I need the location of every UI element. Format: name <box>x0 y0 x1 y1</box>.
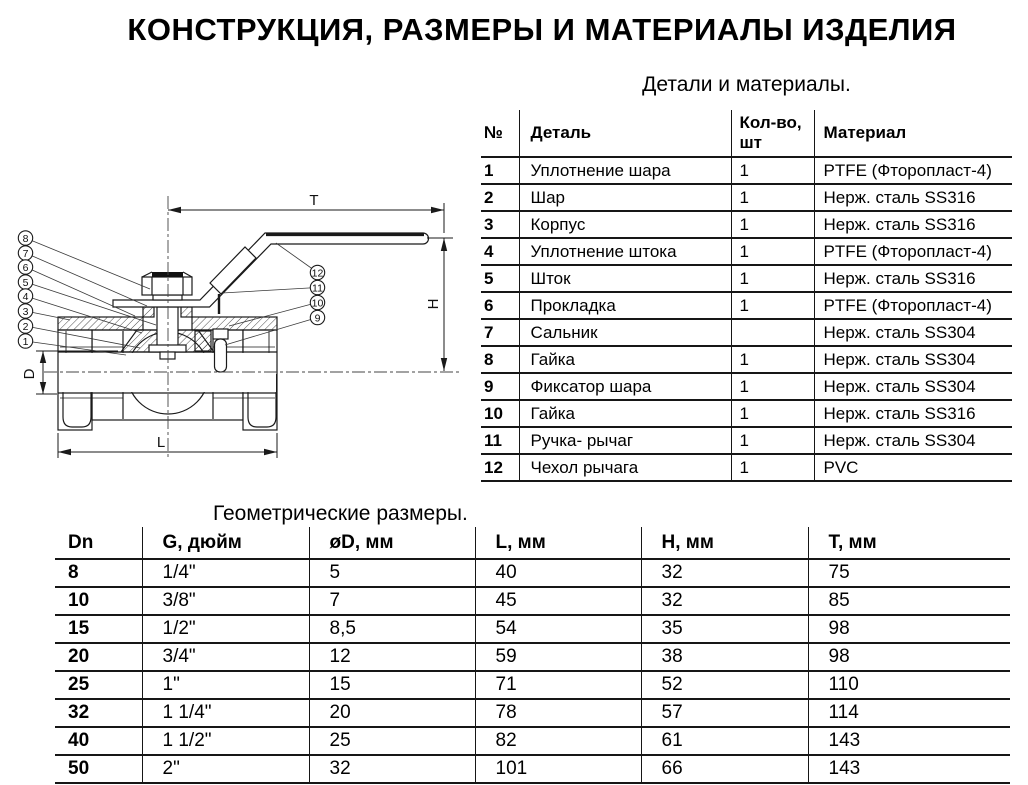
callout-number-2: 2 <box>22 320 29 333</box>
dims-cell: 114 <box>808 699 1010 727</box>
part-name-cell: Ручка- рычаг <box>519 427 731 454</box>
dims-cell: 1/4" <box>142 559 309 587</box>
dims-cell: 61 <box>641 727 808 755</box>
dims-cell: 8,5 <box>309 615 475 643</box>
valve-drawing <box>8 190 462 482</box>
dims-cell: 3/8" <box>142 587 309 615</box>
part-material-cell: Нерж. сталь SS316 <box>814 211 1012 238</box>
dims-cell: 98 <box>808 615 1010 643</box>
dims-cell: 143 <box>808 727 1010 755</box>
callout-number-8: 8 <box>22 232 29 245</box>
part-number-cell: 4 <box>481 238 519 265</box>
dims-cell: 7 <box>309 587 475 615</box>
part-number-cell: 6 <box>481 292 519 319</box>
part-number-cell: 5 <box>481 265 519 292</box>
part-number-cell: 10 <box>481 400 519 427</box>
callout-8 <box>18 231 150 289</box>
parts-table-row <box>481 184 1012 211</box>
dims-cell: 52 <box>641 671 808 699</box>
part-material-cell: Нерж. сталь SS304 <box>814 427 1012 454</box>
dims-cell: 35 <box>641 615 808 643</box>
stem <box>157 307 178 347</box>
parts-table-row <box>481 265 1012 292</box>
dims-col-header-5: T, мм <box>808 527 1010 559</box>
parts-col-header-qty: Кол-во, шт <box>731 110 814 157</box>
part-material-cell: Нерж. сталь SS316 <box>814 184 1012 211</box>
callout-number-7: 7 <box>22 247 29 260</box>
part-qty-cell: 1 <box>731 211 814 238</box>
dim-label-D: D <box>21 368 38 380</box>
dims-cell: 20 <box>55 643 142 671</box>
part-material-cell: PVC <box>814 454 1012 481</box>
stem-collar <box>149 345 186 352</box>
part-material-cell: Нерж. сталь SS316 <box>814 265 1012 292</box>
dims-cell: 98 <box>808 643 1010 671</box>
callout-number-1: 1 <box>22 335 29 348</box>
callout-number-10: 10 <box>311 297 324 310</box>
dims-table-body <box>55 559 1010 783</box>
dims-cell: 15 <box>55 615 142 643</box>
dims-cell: 5 <box>309 559 475 587</box>
stem-nut-group <box>142 272 192 300</box>
dims-cell: 3/4" <box>142 643 309 671</box>
dims-cell: 2" <box>142 755 309 783</box>
dims-table-row <box>55 727 1010 755</box>
parts-table <box>481 110 1012 482</box>
handle-grip-cover <box>210 247 256 294</box>
dimension-H <box>425 238 453 371</box>
part-name-cell: Фиксатор шара <box>519 373 731 400</box>
part-number-cell: 2 <box>481 184 519 211</box>
part-number-cell: 1 <box>481 157 519 184</box>
dims-table-row <box>55 643 1010 671</box>
parts-table-row <box>481 157 1012 184</box>
dims-cell: 38 <box>641 643 808 671</box>
part-name-cell: Чехол рычага <box>519 454 731 481</box>
dims-col-header-0: Dn <box>55 527 142 559</box>
parts-table-row <box>481 211 1012 238</box>
dims-cell: 40 <box>475 559 641 587</box>
part-material-cell: Нерж. сталь SS304 <box>814 346 1012 373</box>
callout-12 <box>276 243 325 280</box>
part-number-cell: 8 <box>481 346 519 373</box>
part-material-cell: PTFE (Фторопласт-4) <box>814 238 1012 265</box>
nut-chamfer-right <box>183 272 192 277</box>
dims-col-header-1: G, дюйм <box>142 527 309 559</box>
dims-col-header-2: øD, мм <box>309 527 475 559</box>
dims-cell: 25 <box>309 727 475 755</box>
dims-table-row <box>55 755 1010 783</box>
dims-table-row <box>55 699 1010 727</box>
dims-cell: 71 <box>475 671 641 699</box>
dims-cell: 1 1/4" <box>142 699 309 727</box>
parts-table-row <box>481 373 1012 400</box>
callout-number-4: 4 <box>22 290 29 303</box>
part-qty-cell: 1 <box>731 265 814 292</box>
dim-label-H: H <box>425 298 442 310</box>
part-qty-cell: 1 <box>731 400 814 427</box>
stem-tip <box>160 352 175 359</box>
part-material-cell: Нерж. сталь SS316 <box>814 400 1012 427</box>
part-qty-cell: 1 <box>731 184 814 211</box>
dims-cell: 110 <box>808 671 1010 699</box>
part-qty-cell: 1 <box>731 292 814 319</box>
dims-cell: 1/2" <box>142 615 309 643</box>
dims-cell: 20 <box>309 699 475 727</box>
callout-7 <box>18 246 147 306</box>
parts-table-row <box>481 427 1012 454</box>
dims-cell: 101 <box>475 755 641 783</box>
dims-cell: 50 <box>55 755 142 783</box>
gland-right <box>181 307 192 317</box>
part-material-cell: Нерж. сталь SS304 <box>814 319 1012 346</box>
dims-cell: 54 <box>475 615 641 643</box>
dims-cell: 57 <box>641 699 808 727</box>
part-qty-cell: 1 <box>731 454 814 481</box>
callout-number-5: 5 <box>22 276 29 289</box>
dims-table-caption: Геометрические размеры. <box>213 502 468 525</box>
part-number-cell: 9 <box>481 373 519 400</box>
dims-cell: 78 <box>475 699 641 727</box>
dims-cell: 12 <box>309 643 475 671</box>
part-material-cell: PTFE (Фторопласт-4) <box>814 157 1012 184</box>
hex-nut <box>142 277 192 295</box>
dims-table <box>55 527 1010 784</box>
dim-label-L: L <box>156 434 166 451</box>
dims-col-header-3: L, мм <box>475 527 641 559</box>
parts-col-header-num: № <box>481 110 519 157</box>
dims-cell: 1" <box>142 671 309 699</box>
parts-table-row <box>481 292 1012 319</box>
part-material-cell: PTFE (Фторопласт-4) <box>814 292 1012 319</box>
parts-table-row <box>481 346 1012 373</box>
callout-11 <box>222 280 325 294</box>
dims-table-row <box>55 559 1010 587</box>
nut-neck <box>153 295 182 300</box>
dims-col-header-4: H, мм <box>641 527 808 559</box>
dims-table-row <box>55 615 1010 643</box>
dimension-T <box>168 192 444 233</box>
dim-label-T: T <box>309 192 319 209</box>
part-qty-cell: 1 <box>731 373 814 400</box>
top-plate-right <box>192 317 277 330</box>
page-title: КОНСТРУКЦИЯ, РАЗМЕРЫ И МАТЕРИАЛЫ ИЗДЕЛИЯ <box>127 12 957 47</box>
part-name-cell: Шар <box>519 184 731 211</box>
dims-table-row <box>55 587 1010 615</box>
part-qty-cell: 1 <box>731 427 814 454</box>
dims-table-row <box>55 671 1010 699</box>
part-name-cell: Гайка <box>519 346 731 373</box>
top-plate-left <box>58 317 143 330</box>
dims-cell: 59 <box>475 643 641 671</box>
pin-capsule <box>215 339 227 372</box>
part-qty-cell <box>731 319 814 346</box>
dims-cell: 32 <box>55 699 142 727</box>
dims-cell: 32 <box>641 559 808 587</box>
dims-cell: 143 <box>808 755 1010 783</box>
dims-cell: 45 <box>475 587 641 615</box>
callout-number-12: 12 <box>311 267 324 280</box>
parts-table-row <box>481 319 1012 346</box>
gland-left <box>143 307 154 317</box>
dims-cell: 8 <box>55 559 142 587</box>
parts-col-header-part: Деталь <box>519 110 731 157</box>
parts-table-row <box>481 400 1012 427</box>
part-material-cell: Нерж. сталь SS304 <box>814 373 1012 400</box>
part-name-cell: Уплотнение штока <box>519 238 731 265</box>
dims-cell: 15 <box>309 671 475 699</box>
part-number-cell: 3 <box>481 211 519 238</box>
dims-cell: 40 <box>55 727 142 755</box>
dims-header-row <box>55 527 1010 559</box>
ball-retainer <box>195 331 211 351</box>
part-number-cell: 12 <box>481 454 519 481</box>
nut-chamfer-left <box>142 272 152 277</box>
parts-header-row <box>481 110 1012 157</box>
part-name-cell: Сальник <box>519 319 731 346</box>
dimension-L <box>58 433 277 458</box>
part-name-cell: Уплотнение шара <box>519 157 731 184</box>
part-qty-cell: 1 <box>731 157 814 184</box>
part-name-cell: Прокладка <box>519 292 731 319</box>
parts-table-body <box>481 157 1012 481</box>
dims-cell: 32 <box>309 755 475 783</box>
callout-number-11: 11 <box>312 282 323 295</box>
dims-cell: 82 <box>475 727 641 755</box>
dims-cell: 32 <box>641 587 808 615</box>
dims-cell: 1 1/2" <box>142 727 309 755</box>
dims-cell: 75 <box>808 559 1010 587</box>
part-name-cell: Гайка <box>519 400 731 427</box>
part-number-cell: 11 <box>481 427 519 454</box>
parts-table-row <box>481 454 1012 481</box>
parts-table-caption: Детали и материалы. <box>642 73 851 96</box>
part-name-cell: Шток <box>519 265 731 292</box>
part-number-cell: 7 <box>481 319 519 346</box>
dims-cell: 85 <box>808 587 1010 615</box>
callout-number-9: 9 <box>314 312 321 325</box>
parts-table-row <box>481 238 1012 265</box>
dims-cell: 66 <box>641 755 808 783</box>
pin-head <box>213 329 228 339</box>
callout-number-3: 3 <box>22 305 29 318</box>
callout-number-6: 6 <box>22 261 29 274</box>
part-name-cell: Корпус <box>519 211 731 238</box>
part-qty-cell: 1 <box>731 238 814 265</box>
dims-cell: 25 <box>55 671 142 699</box>
nut-top-band <box>152 272 183 277</box>
parts-col-header-material: Материал <box>814 110 1012 157</box>
part-qty-cell: 1 <box>731 346 814 373</box>
dims-cell: 10 <box>55 587 142 615</box>
